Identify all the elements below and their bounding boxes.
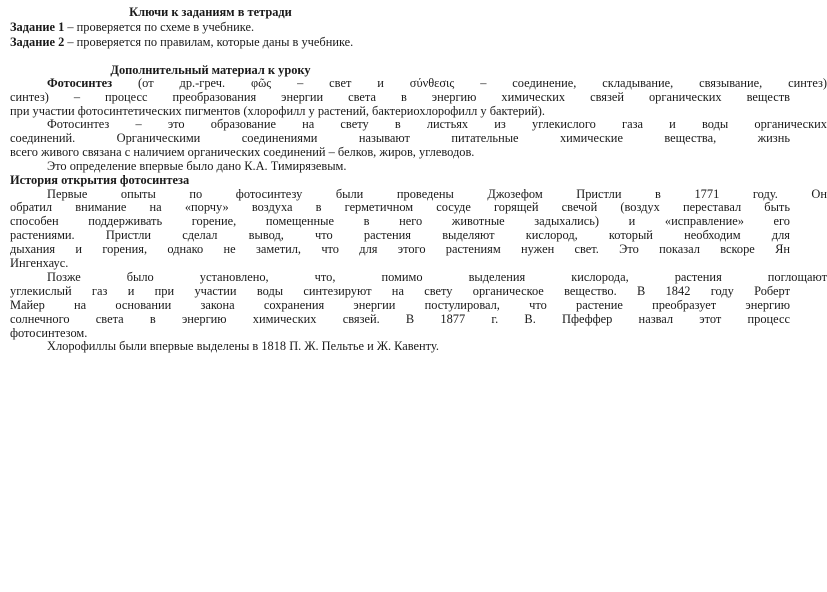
paragraph-5-line-5: фотосинтезом. [10, 326, 88, 340]
paragraph-6: Хлорофиллы были впервые выделены в 1818 П. Ж. Пельтье и Ж. Кавенту. [47, 339, 439, 353]
paragraph-5-line-2: углекислый газ и при участии воды синтезируют на свету органическое вещество. В 1842 году Роберт [10, 284, 790, 298]
task-1 [10, 20, 254, 34]
paragraph-4-line-2: обратил внимание на «порчу» воздуха в герметичном сосуде горящей свечой (воздух переставал быть [10, 200, 790, 214]
page-title: Ключи к заданиям в тетради [129, 5, 292, 19]
task-2-label: Задание 2 [10, 35, 65, 49]
paragraph-5-line-4: солнечного света в энергию химических связей. В 1877 г. В. Пфеффер назвал этот процесс [10, 312, 790, 326]
paragraph-4-line-5: дыхания и горения, однако не заметил, что для этого растениям нужен свет. Это показал вскоре Ян [10, 242, 790, 256]
extra-material-heading: Дополнительный материал к уроку [110, 63, 311, 77]
paragraph-1-line-1 [10, 76, 827, 90]
paragraph-1-line-3: при участии фотосинтетических пигментов (хлорофилл у растений, бактериохлорофилл у бактерий). [10, 104, 545, 118]
paragraph-2-line-2: соединений. Органическими соединениями называют питательные химические вещества, жизнь [10, 131, 790, 145]
paragraph-2-line-1: Фотосинтез – это образование на свету в листьях из углекислого газа и воды органических [47, 117, 827, 131]
paragraph-4-line-3: способен поддерживать горение, помещенные в него животные задыхались) и «исправление» его [10, 214, 790, 228]
paragraph-4-line-1: Первые опыты по фотосинтезу были проведены Джозефом Пристли в 1771 году. Он [47, 187, 827, 201]
document-text-column [10, 0, 827, 592]
paragraph-1-line-2: синтез) – процесс преобразования энергии света в энергию химических связей органических веществ [10, 90, 790, 104]
task-2-text: – проверяется по правилам, которые даны в учебнике. [64, 35, 354, 49]
paragraph-4-line-4: растениями. Пристли сделал вывод, что растения выделяют кислород, который необходим для [10, 228, 790, 242]
history-heading: История открытия фотосинтеза [10, 173, 190, 187]
photosynthesis-term: Фотосинтез [47, 76, 113, 90]
paragraph-3: Это определение впервые было дано К.А. Тимирязевым. [47, 159, 347, 173]
task-2 [10, 35, 353, 49]
task-1-label: Задание 1 [10, 20, 65, 34]
paragraph-4-line-6: Ингенхаус. [10, 256, 69, 270]
paragraph-2-line-3: всего живого связана с наличием органических соединений – белков, жиров, углеводов. [10, 145, 475, 159]
task-1-text: – проверяется по схеме в учебнике. [64, 20, 255, 34]
paragraph-1-line-1-text: (от др.-греч. φῶς – свет и σύνθεσις – соединение, складывание, связывание, синтез) [112, 76, 827, 90]
paragraph-5-line-1: Позже было установлено, что, помимо выделения кислорода, растения поглощают [47, 270, 827, 284]
paragraph-5-line-3: Майер на основании закона сохранения энергии постулировал, что растение преобразует энергию [10, 298, 790, 312]
